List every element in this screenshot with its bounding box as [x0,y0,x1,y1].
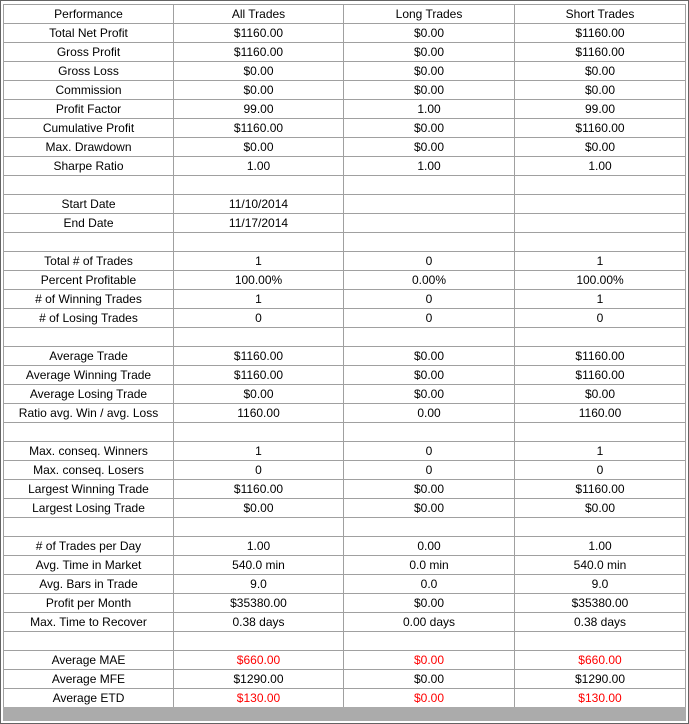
table-row[interactable] [4,62,686,81]
short-trades-cell[interactable]: $660.00 [515,651,686,670]
short-trades-cell[interactable]: 1 [515,252,686,271]
short-trades-cell[interactable]: $1160.00 [515,119,686,138]
short-trades-cell[interactable]: 1 [515,442,686,461]
short-trades-cell[interactable]: 1.00 [515,157,686,176]
short-trades-cell[interactable]: $0.00 [515,62,686,81]
long-trades-cell[interactable] [344,195,515,214]
short-trades-cell[interactable]: $1160.00 [515,480,686,499]
short-trades-cell[interactable]: $1160.00 [515,24,686,43]
metric-name-cell[interactable]: Gross Loss [4,62,174,81]
table-row[interactable] [4,347,686,366]
long-trades-cell[interactable]: $0.00 [344,499,515,518]
metric-name-cell[interactable]: Max. Time to Recover [4,613,174,632]
metric-name-cell[interactable]: Max. conseq. Winners [4,442,174,461]
long-trades-cell[interactable]: $0.00 [344,689,515,708]
metric-name-cell[interactable] [4,632,174,651]
table-row[interactable] [4,290,686,309]
table-row[interactable] [4,480,686,499]
table-row[interactable] [4,632,686,651]
long-trades-cell[interactable]: 0.00 days [344,613,515,632]
table-row[interactable] [4,385,686,404]
metric-name-cell[interactable]: Sharpe Ratio [4,157,174,176]
long-trades-cell[interactable]: 0.0 min [344,556,515,575]
metric-name-cell[interactable]: Largest Winning Trade [4,480,174,499]
long-trades-cell[interactable]: $0.00 [344,119,515,138]
all-trades-cell[interactable]: $130.00 [174,689,344,708]
all-trades-cell[interactable]: 0.38 days [174,613,344,632]
metric-name-cell[interactable]: # of Winning Trades [4,290,174,309]
long-trades-cell[interactable]: 1.00 [344,157,515,176]
metric-name-cell[interactable] [4,176,174,195]
long-trades-cell[interactable]: $0.00 [344,347,515,366]
all-trades-cell[interactable] [174,632,344,651]
metric-name-cell[interactable]: Max. Drawdown [4,138,174,157]
all-trades-cell[interactable]: $1290.00 [174,670,344,689]
long-trades-cell[interactable]: 0 [344,442,515,461]
long-trades-cell[interactable]: 0.00 [344,537,515,556]
all-trades-cell[interactable]: $1160.00 [174,119,344,138]
metric-name-cell[interactable]: Avg. Time in Market [4,556,174,575]
all-trades-cell[interactable]: 1160.00 [174,404,344,423]
all-trades-cell[interactable] [174,518,344,537]
table-row[interactable] [4,328,686,347]
column-header-long-trades[interactable]: Long Trades [344,5,515,24]
short-trades-cell[interactable]: 100.00% [515,271,686,290]
long-trades-cell[interactable]: 0 [344,290,515,309]
short-trades-cell[interactable]: $1160.00 [515,347,686,366]
all-trades-cell[interactable] [174,423,344,442]
all-trades-cell[interactable]: $1160.00 [174,366,344,385]
metric-name-cell[interactable] [4,518,174,537]
all-trades-cell[interactable]: 100.00% [174,271,344,290]
table-row[interactable] [4,423,686,442]
all-trades-cell[interactable]: 1 [174,442,344,461]
metric-name-cell[interactable]: Average MAE [4,651,174,670]
table-row[interactable] [4,461,686,480]
metric-name-cell[interactable]: # of Trades per Day [4,537,174,556]
table-row[interactable] [4,518,686,537]
metric-name-cell[interactable]: Average Trade [4,347,174,366]
table-row[interactable] [4,366,686,385]
table-row[interactable] [4,594,686,613]
table-row[interactable] [4,214,686,233]
all-trades-cell[interactable]: 1 [174,290,344,309]
column-header-all-trades[interactable]: All Trades [174,5,344,24]
short-trades-cell[interactable]: $0.00 [515,499,686,518]
header-row [4,5,686,24]
short-trades-cell[interactable]: $130.00 [515,689,686,708]
all-trades-cell[interactable]: $1160.00 [174,43,344,62]
all-trades-cell[interactable]: 9.0 [174,575,344,594]
short-trades-cell[interactable] [515,214,686,233]
table-row[interactable] [4,556,686,575]
long-trades-cell[interactable]: $0.00 [344,670,515,689]
metric-name-cell[interactable]: Total Net Profit [4,24,174,43]
table-row[interactable] [4,670,686,689]
metric-name-cell[interactable]: Average ETD [4,689,174,708]
all-trades-cell[interactable]: $1160.00 [174,480,344,499]
table-row[interactable] [4,138,686,157]
metric-name-cell[interactable]: Ratio avg. Win / avg. Loss [4,404,174,423]
short-trades-cell[interactable] [515,233,686,252]
all-trades-cell[interactable]: $0.00 [174,499,344,518]
table-row[interactable] [4,309,686,328]
all-trades-cell[interactable]: 1.00 [174,157,344,176]
metric-name-cell[interactable]: Gross Profit [4,43,174,62]
metric-name-cell[interactable]: End Date [4,214,174,233]
short-trades-cell[interactable]: 0 [515,461,686,480]
long-trades-cell[interactable]: 0.00% [344,271,515,290]
long-trades-cell[interactable]: $0.00 [344,81,515,100]
table-row[interactable] [4,271,686,290]
table-row[interactable] [4,157,686,176]
metric-name-cell[interactable] [4,328,174,347]
short-trades-cell[interactable]: $0.00 [515,385,686,404]
table-row[interactable] [4,404,686,423]
short-trades-cell[interactable]: 1160.00 [515,404,686,423]
all-trades-cell[interactable]: 0 [174,309,344,328]
metric-name-cell[interactable]: Average MFE [4,670,174,689]
long-trades-cell[interactable] [344,632,515,651]
metric-name-cell[interactable]: Profit per Month [4,594,174,613]
performance-table [3,4,686,708]
all-trades-cell[interactable]: $660.00 [174,651,344,670]
long-trades-cell[interactable]: $0.00 [344,138,515,157]
table-row[interactable] [4,689,686,708]
short-trades-cell[interactable]: 9.0 [515,575,686,594]
all-trades-cell[interactable]: 540.0 min [174,556,344,575]
long-trades-cell[interactable] [344,328,515,347]
metric-name-cell[interactable]: Percent Profitable [4,271,174,290]
long-trades-cell[interactable]: 0.00 [344,404,515,423]
short-trades-cell[interactable] [515,423,686,442]
column-header-performance[interactable]: Performance [4,5,174,24]
table-row[interactable] [4,119,686,138]
metric-name-cell[interactable] [4,423,174,442]
long-trades-cell[interactable]: $0.00 [344,24,515,43]
metric-name-cell[interactable]: Commission [4,81,174,100]
metric-name-cell[interactable]: Max. conseq. Losers [4,461,174,480]
long-trades-cell[interactable] [344,423,515,442]
metric-name-cell[interactable]: Profit Factor [4,100,174,119]
metric-name-cell[interactable]: Largest Losing Trade [4,499,174,518]
long-trades-cell[interactable] [344,176,515,195]
all-trades-cell[interactable]: $1160.00 [174,24,344,43]
short-trades-cell[interactable]: 99.00 [515,100,686,119]
all-trades-cell[interactable]: 99.00 [174,100,344,119]
metric-name-cell[interactable]: # of Losing Trades [4,309,174,328]
long-trades-cell[interactable] [344,518,515,537]
long-trades-cell[interactable]: 0 [344,309,515,328]
column-header-short-trades[interactable]: Short Trades [515,5,686,24]
table-row[interactable] [4,24,686,43]
table-row[interactable] [4,43,686,62]
all-trades-cell[interactable]: 1.00 [174,537,344,556]
table-row[interactable] [4,81,686,100]
table-row[interactable] [4,176,686,195]
metric-name-cell[interactable]: Average Winning Trade [4,366,174,385]
all-trades-cell[interactable]: 1 [174,252,344,271]
metric-name-cell[interactable]: Total # of Trades [4,252,174,271]
all-trades-cell[interactable]: 11/17/2014 [174,214,344,233]
short-trades-cell[interactable] [515,195,686,214]
all-trades-cell[interactable]: $0.00 [174,138,344,157]
short-trades-cell[interactable] [515,518,686,537]
table-row[interactable] [4,575,686,594]
all-trades-cell[interactable]: $35380.00 [174,594,344,613]
short-trades-cell[interactable]: $35380.00 [515,594,686,613]
all-trades-cell[interactable]: 0 [174,461,344,480]
long-trades-cell[interactable]: $0.00 [344,366,515,385]
all-trades-cell[interactable]: $0.00 [174,81,344,100]
short-trades-cell[interactable]: $1160.00 [515,43,686,62]
long-trades-cell[interactable]: $0.00 [344,43,515,62]
long-trades-cell[interactable]: 0 [344,252,515,271]
short-trades-cell[interactable]: 0.38 days [515,613,686,632]
long-trades-cell[interactable] [344,233,515,252]
long-trades-cell[interactable]: 1.00 [344,100,515,119]
table-body [4,24,686,708]
short-trades-cell[interactable]: $1160.00 [515,366,686,385]
all-trades-cell[interactable] [174,233,344,252]
table-row[interactable] [4,195,686,214]
table-row[interactable] [4,537,686,556]
short-trades-cell[interactable]: 540.0 min [515,556,686,575]
short-trades-cell[interactable]: 1.00 [515,537,686,556]
long-trades-cell[interactable]: $0.00 [344,62,515,81]
table-row[interactable] [4,613,686,632]
table-row[interactable] [4,100,686,119]
short-trades-cell[interactable]: $1290.00 [515,670,686,689]
long-trades-cell[interactable]: $0.00 [344,480,515,499]
long-trades-cell[interactable]: $0.00 [344,385,515,404]
short-trades-cell[interactable]: 0 [515,309,686,328]
footer-bar [3,707,686,721]
all-trades-cell[interactable] [174,176,344,195]
short-trades-cell[interactable] [515,632,686,651]
table-row[interactable] [4,499,686,518]
short-trades-cell[interactable]: $0.00 [515,81,686,100]
all-trades-cell[interactable]: $0.00 [174,62,344,81]
table-row[interactable] [4,442,686,461]
table-row[interactable] [4,252,686,271]
metric-name-cell[interactable]: Cumulative Profit [4,119,174,138]
short-trades-cell[interactable]: 1 [515,290,686,309]
all-trades-cell[interactable]: $0.00 [174,385,344,404]
table-row[interactable] [4,651,686,670]
all-trades-cell[interactable] [174,328,344,347]
metric-name-cell[interactable]: Start Date [4,195,174,214]
long-trades-cell[interactable]: 0 [344,461,515,480]
long-trades-cell[interactable]: $0.00 [344,594,515,613]
metric-name-cell[interactable]: Average Losing Trade [4,385,174,404]
long-trades-cell[interactable]: 0.0 [344,575,515,594]
long-trades-cell[interactable] [344,214,515,233]
short-trades-cell[interactable]: $0.00 [515,138,686,157]
all-trades-cell[interactable]: 11/10/2014 [174,195,344,214]
short-trades-cell[interactable] [515,328,686,347]
long-trades-cell[interactable]: $0.00 [344,651,515,670]
short-trades-cell[interactable] [515,176,686,195]
all-trades-cell[interactable]: $1160.00 [174,347,344,366]
metric-name-cell[interactable] [4,233,174,252]
table-row[interactable] [4,233,686,252]
metric-name-cell[interactable]: Avg. Bars in Trade [4,575,174,594]
